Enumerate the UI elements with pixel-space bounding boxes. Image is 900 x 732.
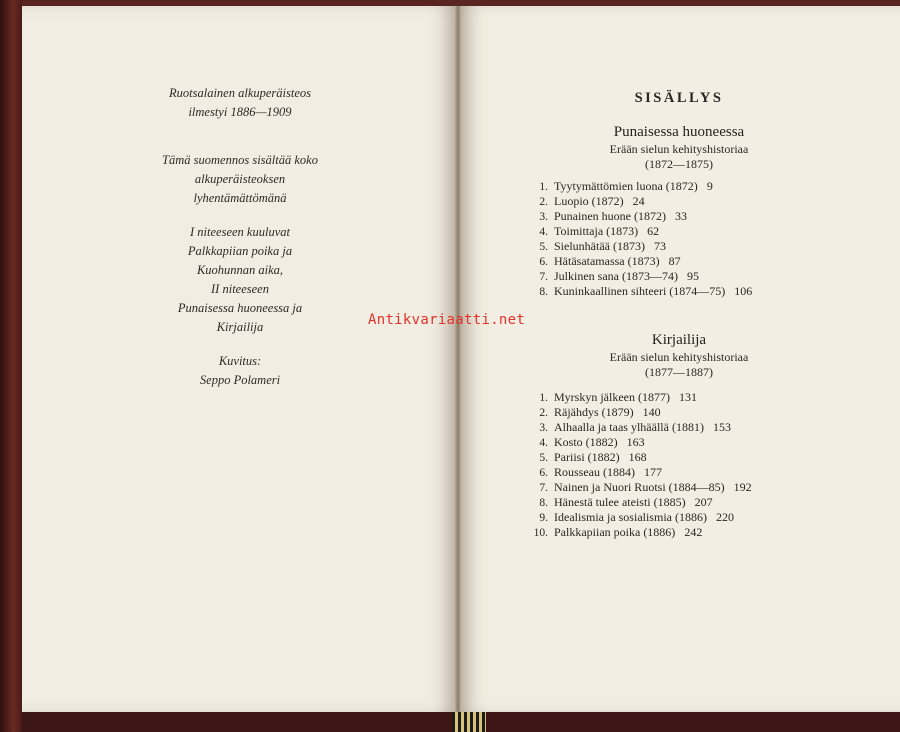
page-number: 163 — [626, 435, 645, 449]
chapter-number: 5. — [539, 241, 548, 253]
chapter-number: 1. — [539, 181, 548, 193]
chapter-title: Punainen huone (1872) — [554, 209, 666, 223]
toc-entry — [526, 435, 752, 450]
toc-entry — [526, 269, 752, 284]
colophon-line: Punaisessa huoneessa ja — [177, 301, 303, 315]
chapter-title: Kosto (1882) — [554, 435, 618, 449]
page-number: 24 — [632, 194, 645, 208]
chapter-title: Sielunhätää (1873) — [554, 239, 645, 253]
toc-entry — [526, 239, 752, 254]
chapter-number: 1. — [539, 392, 548, 404]
illustrator-label: Kuvitus: — [218, 354, 262, 368]
page-number: 192 — [733, 480, 752, 494]
page-number: 177 — [644, 465, 662, 479]
illustrator-name: Seppo Polameri — [199, 373, 281, 387]
chapter-number: 5. — [539, 452, 548, 464]
page-number: 168 — [628, 450, 647, 464]
chapter-number: 8. — [539, 286, 548, 298]
chapter-number: 9. — [539, 512, 548, 524]
part-subtitle: Erään sielun kehityshistoriaa — [609, 350, 749, 364]
chapter-number: 7. — [539, 271, 548, 283]
colophon-line: Kirjailija — [216, 320, 264, 334]
colophon-line: Ruotsalainen alkuperäisteos — [169, 86, 311, 100]
colophon-line: II niteeseen — [211, 282, 269, 296]
part-subtitle: Erään sielun kehityshistoriaa — [609, 142, 749, 156]
chapter-number: 2. — [539, 407, 548, 419]
toc-entry — [526, 224, 752, 239]
chapter-number: 4. — [539, 437, 548, 449]
chapter-title: Myrskyn jälkeen (1877) — [554, 390, 670, 404]
part-years: (1877—1887) — [645, 365, 713, 379]
page-number: 242 — [684, 525, 703, 539]
left-page — [22, 6, 458, 712]
chapter-title: Tyytymättömien luona (1872) — [554, 179, 698, 193]
chapter-title: Julkinen sana (1873—74) — [554, 269, 678, 283]
toc-title: SISÄLLYS — [634, 90, 724, 106]
chapter-title: Räjähdys (1879) — [554, 405, 634, 419]
chapter-title: Toimittaja (1873) — [554, 224, 639, 238]
page-number: 62 — [647, 224, 660, 238]
chapter-number: 4. — [539, 226, 548, 238]
chapter-list — [526, 179, 752, 299]
page-number: 87 — [668, 254, 681, 268]
watermark: Antikvariaatti.net — [368, 312, 526, 328]
page-number: 95 — [686, 269, 699, 283]
chapter-number: 8. — [539, 497, 548, 509]
colophon-line: ilmestyi 1886—1909 — [188, 105, 292, 119]
chapter-number: 2. — [539, 196, 548, 208]
colophon — [22, 84, 458, 390]
page-number: 106 — [734, 284, 753, 298]
chapter-title: Nainen ja Nuori Ruotsi (1884—85) — [554, 480, 725, 494]
toc-entry — [526, 420, 752, 435]
chapter-title: Idealismia ja sosialismia (1886) — [554, 510, 707, 524]
part-title: Punaisessa huoneessa — [613, 124, 745, 140]
chapter-title: Kuninkaallinen sihteeri (1874—75) — [554, 284, 726, 298]
toc-entry — [526, 284, 752, 299]
page-number: 131 — [678, 390, 697, 404]
chapter-number: 7. — [539, 482, 548, 494]
toc-entry — [526, 179, 752, 194]
chapter-title: Pariisi (1882) — [554, 450, 620, 464]
toc-entry — [526, 254, 752, 269]
chapter-title: Palkkapiian poika (1886) — [554, 525, 676, 539]
chapter-number: 10. — [533, 527, 548, 539]
chapter-number: 3. — [539, 422, 548, 434]
chapter-list — [526, 390, 752, 540]
part-heading — [458, 122, 900, 172]
chapter-title: Luopio (1872) — [554, 194, 624, 208]
page-number: 33 — [674, 209, 687, 223]
page-number: 73 — [653, 239, 666, 253]
chapter-number: 6. — [539, 256, 548, 268]
book-cover-bottom — [0, 712, 900, 732]
part-years: (1872—1875) — [645, 157, 713, 171]
toc-entry — [526, 465, 752, 480]
chapter-title: Alhaalla ja taas ylhäällä (1881) — [554, 420, 704, 434]
part-title: Kirjailija — [651, 332, 707, 348]
toc-entry — [526, 525, 752, 540]
chapter-title: Hätäsatamassa (1873) — [554, 254, 660, 268]
page-number: 207 — [694, 495, 713, 509]
book-gutter — [454, 6, 462, 712]
toc-entry — [526, 450, 752, 465]
toc-entry — [526, 194, 752, 209]
toc-entry — [526, 209, 752, 224]
toc-entry — [526, 405, 752, 420]
colophon-line: I niteeseen kuuluvat — [190, 225, 290, 239]
toc-entry — [526, 495, 752, 510]
part-heading — [458, 330, 900, 380]
colophon-line: Kuohunnan aika, — [196, 263, 284, 277]
page-number: 220 — [715, 510, 734, 524]
colophon-line: alkuperäisteoksen — [194, 172, 286, 186]
toc-entry — [526, 510, 752, 525]
chapter-title: Hänestä tulee ateisti (1885) — [554, 495, 686, 509]
chapter-number: 6. — [539, 467, 548, 479]
colophon-line: Palkkapiian poika ja — [187, 244, 293, 258]
toc-entry — [526, 480, 752, 495]
page-number: 140 — [642, 405, 661, 419]
chapter-number: 3. — [539, 211, 548, 223]
chapter-title: Rousseau (1884) — [554, 465, 635, 479]
toc-entry — [526, 390, 752, 405]
colophon-line: Tämä suomennos sisältää koko — [162, 153, 318, 167]
book-cover-edge — [0, 0, 22, 732]
right-page — [458, 6, 900, 712]
page-number: 153 — [712, 420, 731, 434]
colophon-line: lyhentämättömänä — [193, 191, 287, 205]
page-number: 9 — [706, 179, 713, 193]
